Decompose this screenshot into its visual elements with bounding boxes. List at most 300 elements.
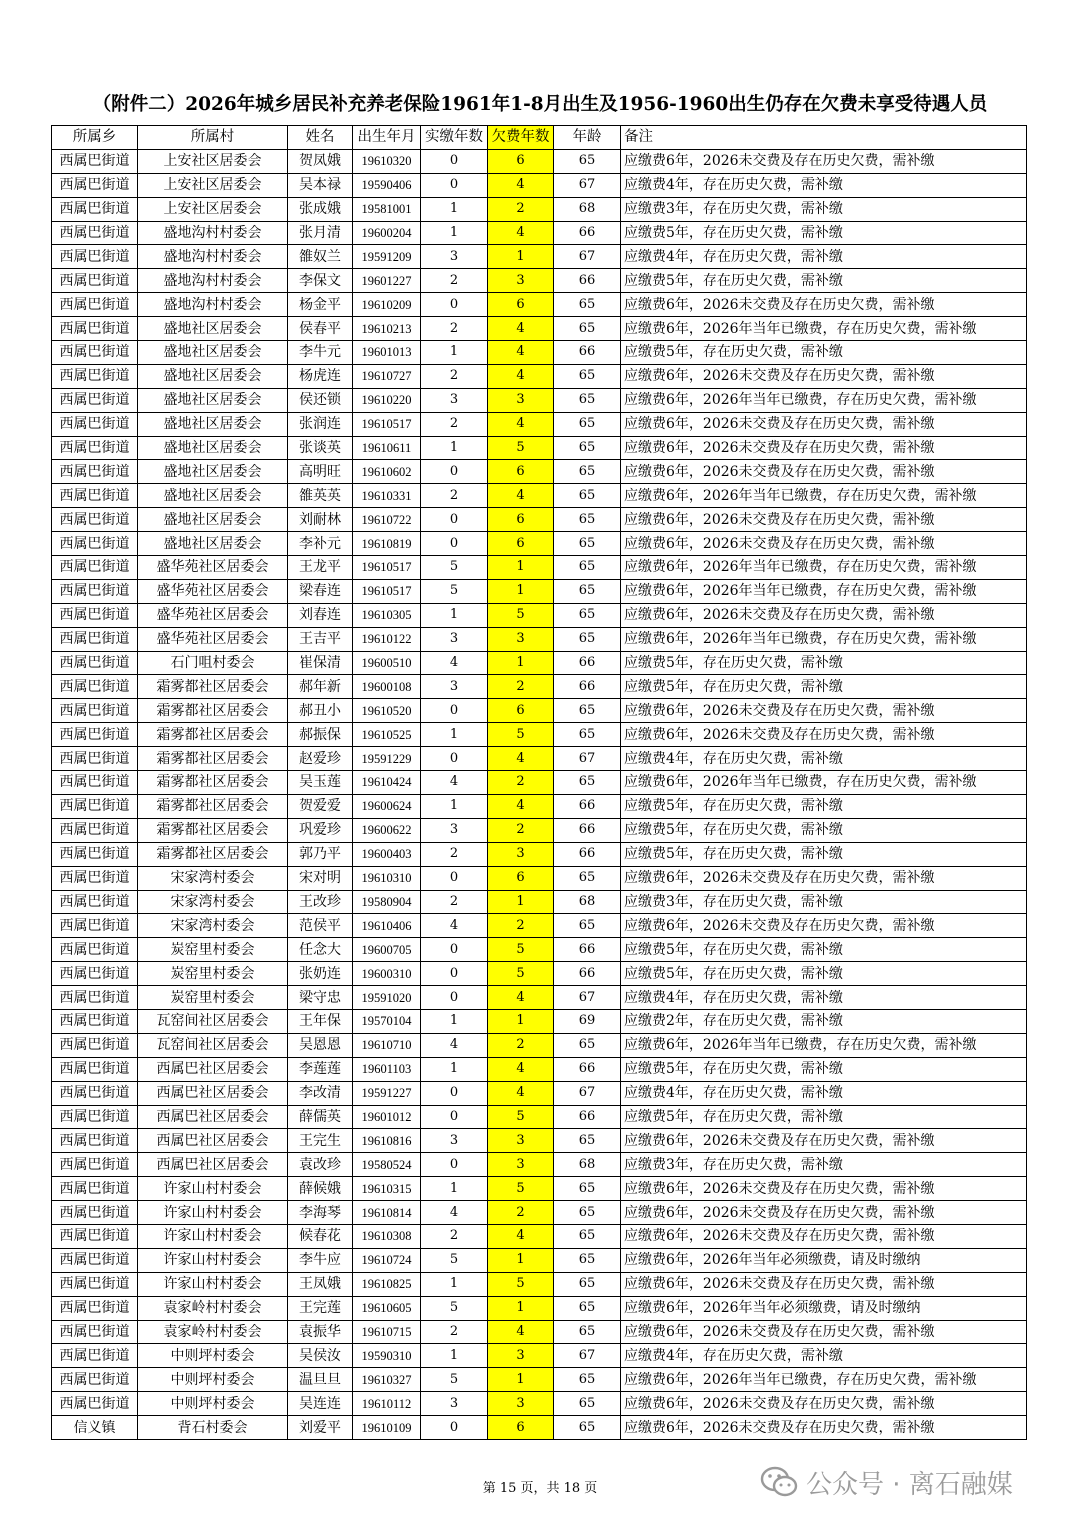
birth-date-cell: 19591229 (353, 747, 421, 771)
township-cell: 西属巴街道 (52, 699, 138, 723)
age-cell: 66 (554, 1105, 621, 1129)
paid-years-cell: 3 (421, 627, 488, 651)
remarks-cell: 应缴费6年，2026未交费及存在历史欠费，需补缴 (621, 914, 1027, 938)
owed-years-cell: 6 (488, 532, 554, 556)
paid-years-cell: 0 (421, 1081, 488, 1105)
table-row (52, 699, 1027, 723)
township-cell: 西属巴街道 (52, 1105, 138, 1129)
remarks-cell: 应缴费6年，2026年当年必须缴费，请及时缴纳 (621, 1248, 1027, 1272)
owed-years-cell: 6 (488, 699, 554, 723)
name-cell: 王吉平 (288, 627, 353, 651)
birth-date-cell: 19610825 (353, 1272, 421, 1296)
township-cell: 西属巴街道 (52, 412, 138, 436)
paid-years-cell: 4 (421, 914, 488, 938)
village-cell: 盛地社区居委会 (138, 412, 288, 436)
birth-date-cell: 19610814 (353, 1201, 421, 1225)
table-row (52, 771, 1027, 795)
township-cell: 西属巴街道 (52, 269, 138, 293)
table-row (52, 914, 1027, 938)
birth-date-cell: 19610220 (353, 388, 421, 412)
birth-date-cell: 19591209 (353, 245, 421, 269)
owed-years-cell: 3 (488, 1392, 554, 1416)
owed-years-cell: 4 (488, 173, 554, 197)
remarks-cell: 应缴费4年，存在历史欠费，需补缴 (621, 986, 1027, 1010)
birth-date-cell: 19610305 (353, 603, 421, 627)
table-row (52, 723, 1027, 747)
table-row (52, 1248, 1027, 1272)
remarks-cell: 应缴费5年，存在历史欠费，需补缴 (621, 1105, 1027, 1129)
name-cell: 任念大 (288, 938, 353, 962)
header-age: 年龄 (554, 126, 621, 150)
table-row (52, 627, 1027, 651)
table-row (52, 1320, 1027, 1344)
age-cell: 66 (554, 341, 621, 365)
age-cell: 65 (554, 1392, 621, 1416)
name-cell: 张月清 (288, 221, 353, 245)
birth-date-cell: 19590406 (353, 173, 421, 197)
name-cell: 郝振保 (288, 723, 353, 747)
remarks-cell: 应缴费6年，2026未交费及存在历史欠费，需补缴 (621, 1224, 1027, 1248)
birth-date-cell: 19610517 (353, 556, 421, 580)
owed-years-cell: 5 (488, 1272, 554, 1296)
name-cell: 吴玉莲 (288, 771, 353, 795)
name-cell: 王年保 (288, 1009, 353, 1033)
remarks-cell: 应缴费5年，存在历史欠费，需补缴 (621, 651, 1027, 675)
township-cell: 西属巴街道 (52, 221, 138, 245)
age-cell: 68 (554, 1153, 621, 1177)
paid-years-cell: 0 (421, 866, 488, 890)
paid-years-cell: 0 (421, 986, 488, 1010)
village-cell: 炭窑里村委会 (138, 938, 288, 962)
age-cell: 67 (554, 747, 621, 771)
paid-years-cell: 1 (421, 341, 488, 365)
township-cell: 西属巴街道 (52, 866, 138, 890)
name-cell: 薛候娥 (288, 1177, 353, 1201)
township-cell: 西属巴街道 (52, 1368, 138, 1392)
remarks-cell: 应缴费5年，存在历史欠费，需补缴 (621, 1057, 1027, 1081)
paid-years-cell: 3 (421, 388, 488, 412)
remarks-cell: 应缴费6年，2026未交费及存在历史欠费，需补缴 (621, 1272, 1027, 1296)
name-cell: 杨金平 (288, 293, 353, 317)
age-cell: 65 (554, 556, 621, 580)
paid-years-cell: 3 (421, 1392, 488, 1416)
table-row (52, 460, 1027, 484)
header-paid-years: 实缴年数 (421, 126, 488, 150)
township-cell: 西属巴街道 (52, 508, 138, 532)
age-cell: 66 (554, 1057, 621, 1081)
township-cell: 西属巴街道 (52, 818, 138, 842)
owed-years-cell: 3 (488, 1344, 554, 1368)
name-cell: 郝丑小 (288, 699, 353, 723)
table-row (52, 388, 1027, 412)
table-row (52, 866, 1027, 890)
birth-date-cell: 19610727 (353, 364, 421, 388)
remarks-cell: 应缴费5年，存在历史欠费，需补缴 (621, 938, 1027, 962)
table-row (52, 1201, 1027, 1225)
age-cell: 65 (554, 1296, 621, 1320)
paid-years-cell: 1 (421, 1057, 488, 1081)
name-cell: 袁振华 (288, 1320, 353, 1344)
birth-date-cell: 19610611 (353, 436, 421, 460)
village-cell: 霜雾都社区居委会 (138, 794, 288, 818)
name-cell: 郭乃平 (288, 842, 353, 866)
owed-years-cell: 3 (488, 269, 554, 293)
name-cell: 刘耐林 (288, 508, 353, 532)
township-cell: 西属巴街道 (52, 460, 138, 484)
header-birth-date: 出生年月 (353, 126, 421, 150)
owed-years-cell: 5 (488, 723, 554, 747)
birth-date-cell: 19610109 (353, 1416, 421, 1440)
village-cell: 上安社区居委会 (138, 173, 288, 197)
remarks-cell: 应缴费6年，2026年当年已缴费，存在历史欠费，需补缴 (621, 388, 1027, 412)
name-cell: 袁改珍 (288, 1153, 353, 1177)
name-cell: 张润连 (288, 412, 353, 436)
remarks-cell: 应缴费2年，存在历史欠费，需补缴 (621, 1009, 1027, 1033)
township-cell: 西属巴街道 (52, 747, 138, 771)
remarks-cell: 应缴费6年，2026未交费及存在历史欠费，需补缴 (621, 149, 1027, 173)
table-row (52, 1296, 1027, 1320)
village-cell: 盛华苑社区居委会 (138, 603, 288, 627)
birth-date-cell: 19600510 (353, 651, 421, 675)
age-cell: 65 (554, 699, 621, 723)
owed-years-cell: 4 (488, 317, 554, 341)
birth-date-cell: 19570104 (353, 1009, 421, 1033)
table-row (52, 1416, 1027, 1440)
village-cell: 盛地社区居委会 (138, 317, 288, 341)
birth-date-cell: 19610320 (353, 149, 421, 173)
table-row (52, 1344, 1027, 1368)
township-cell: 西属巴街道 (52, 341, 138, 365)
township-cell: 西属巴街道 (52, 532, 138, 556)
township-cell: 西属巴街道 (52, 1033, 138, 1057)
birth-date-cell: 19610605 (353, 1296, 421, 1320)
village-cell: 盛地社区居委会 (138, 532, 288, 556)
name-cell: 梁春连 (288, 579, 353, 603)
remarks-cell: 应缴费5年，存在历史欠费，需补缴 (621, 341, 1027, 365)
village-cell: 宋家湾村委会 (138, 890, 288, 914)
age-cell: 66 (554, 842, 621, 866)
birth-date-cell: 19580524 (353, 1153, 421, 1177)
paid-years-cell: 0 (421, 149, 488, 173)
watermark (760, 1460, 1013, 1504)
paid-years-cell: 3 (421, 818, 488, 842)
table-row (52, 364, 1027, 388)
remarks-cell: 应缴费6年，2026年当年已缴费，存在历史欠费，需补缴 (621, 484, 1027, 508)
age-cell: 65 (554, 1129, 621, 1153)
birth-date-cell: 19610715 (353, 1320, 421, 1344)
remarks-cell: 应缴费6年，2026年当年已缴费，存在历史欠费，需补缴 (621, 1368, 1027, 1392)
paid-years-cell: 3 (421, 245, 488, 269)
table-row (52, 1177, 1027, 1201)
village-cell: 霜雾都社区居委会 (138, 771, 288, 795)
paid-years-cell: 0 (421, 699, 488, 723)
owed-years-cell: 3 (488, 1129, 554, 1153)
table-row (52, 412, 1027, 436)
township-cell: 西属巴街道 (52, 986, 138, 1010)
owed-years-cell: 2 (488, 675, 554, 699)
name-cell: 张奶连 (288, 962, 353, 986)
age-cell: 65 (554, 1224, 621, 1248)
table-row (52, 1392, 1027, 1416)
table-row (52, 794, 1027, 818)
age-cell: 65 (554, 149, 621, 173)
village-cell: 炭窑里村委会 (138, 962, 288, 986)
age-cell: 67 (554, 173, 621, 197)
age-cell: 65 (554, 460, 621, 484)
age-cell: 65 (554, 1272, 621, 1296)
owed-years-cell: 1 (488, 245, 554, 269)
name-cell: 崔保清 (288, 651, 353, 675)
remarks-cell: 应缴费5年，存在历史欠费，需补缴 (621, 221, 1027, 245)
owed-years-cell: 1 (488, 651, 554, 675)
village-cell: 宋家湾村委会 (138, 914, 288, 938)
birth-date-cell: 19600204 (353, 221, 421, 245)
remarks-cell: 应缴费5年，存在历史欠费，需补缴 (621, 962, 1027, 986)
paid-years-cell: 5 (421, 556, 488, 580)
birth-date-cell: 19610213 (353, 317, 421, 341)
name-cell: 贺凤娥 (288, 149, 353, 173)
name-cell: 宋对明 (288, 866, 353, 890)
owed-years-cell: 2 (488, 771, 554, 795)
township-cell: 西属巴街道 (52, 484, 138, 508)
township-cell: 西属巴街道 (52, 938, 138, 962)
village-cell: 西属巴社区居委会 (138, 1105, 288, 1129)
age-cell: 68 (554, 197, 621, 221)
name-cell: 吴侯汝 (288, 1344, 353, 1368)
village-cell: 炭窑里村委会 (138, 986, 288, 1010)
remarks-cell: 应缴费6年，2026年当年已缴费，存在历史欠费，需补缴 (621, 627, 1027, 651)
table-row (52, 651, 1027, 675)
birth-date-cell: 19610331 (353, 484, 421, 508)
owed-years-cell: 6 (488, 293, 554, 317)
remarks-cell: 应缴费6年，2026年当年已缴费，存在历史欠费，需补缴 (621, 317, 1027, 341)
name-cell: 王凤娥 (288, 1272, 353, 1296)
village-cell: 瓦窑间社区居委会 (138, 1033, 288, 1057)
village-cell: 西属巴社区居委会 (138, 1129, 288, 1153)
birth-date-cell: 19610602 (353, 460, 421, 484)
name-cell: 张成娥 (288, 197, 353, 221)
remarks-cell: 应缴费3年，存在历史欠费，需补缴 (621, 890, 1027, 914)
remarks-cell: 应缴费5年，存在历史欠费，需补缴 (621, 818, 1027, 842)
remarks-cell: 应缴费6年，2026未交费及存在历史欠费，需补缴 (621, 699, 1027, 723)
remarks-cell: 应缴费5年，存在历史欠费，需补缴 (621, 675, 1027, 699)
paid-years-cell: 3 (421, 675, 488, 699)
table-row (52, 508, 1027, 532)
birth-date-cell: 19610722 (353, 508, 421, 532)
name-cell: 王完生 (288, 1129, 353, 1153)
owed-years-cell: 4 (488, 412, 554, 436)
document-title: （附件二）2026年城乡居民补充养老保险1961年1-8月出生及1956-1960出生仍存在欠费未享受待遇人员 (92, 94, 988, 115)
remarks-cell: 应缴费6年，2026未交费及存在历史欠费，需补缴 (621, 508, 1027, 532)
owed-years-cell: 4 (488, 747, 554, 771)
paid-years-cell: 1 (421, 221, 488, 245)
owed-years-cell: 1 (488, 1009, 554, 1033)
owed-years-cell: 1 (488, 1248, 554, 1272)
remarks-cell: 应缴费4年，存在历史欠费，需补缴 (621, 1081, 1027, 1105)
name-cell: 李牛元 (288, 341, 353, 365)
name-cell: 巩爱珍 (288, 818, 353, 842)
owed-years-cell: 5 (488, 603, 554, 627)
age-cell: 66 (554, 818, 621, 842)
paid-years-cell: 4 (421, 1033, 488, 1057)
owed-years-cell: 4 (488, 484, 554, 508)
remarks-cell: 应缴费6年，2026未交费及存在历史欠费，需补缴 (621, 1392, 1027, 1416)
village-cell: 霜雾都社区居委会 (138, 842, 288, 866)
name-cell: 李莲莲 (288, 1057, 353, 1081)
owed-years-cell: 6 (488, 149, 554, 173)
birth-date-cell: 19591227 (353, 1081, 421, 1105)
village-cell: 西属巴社区居委会 (138, 1057, 288, 1081)
age-cell: 67 (554, 1081, 621, 1105)
village-cell: 中则坪村委会 (138, 1392, 288, 1416)
township-cell: 西属巴街道 (52, 1320, 138, 1344)
watermark-text: 公众号 · 离石融媒 (806, 1469, 1013, 1500)
age-cell: 65 (554, 723, 621, 747)
owed-years-cell: 6 (488, 866, 554, 890)
paid-years-cell: 1 (421, 794, 488, 818)
paid-years-cell: 4 (421, 771, 488, 795)
paid-years-cell: 5 (421, 579, 488, 603)
birth-date-cell: 19610724 (353, 1248, 421, 1272)
township-cell: 西属巴街道 (52, 1057, 138, 1081)
owed-years-cell: 4 (488, 221, 554, 245)
age-cell: 65 (554, 914, 621, 938)
header-remarks: 备注 (621, 126, 1027, 150)
owed-years-cell: 2 (488, 197, 554, 221)
township-cell: 西属巴街道 (52, 197, 138, 221)
paid-years-cell: 0 (421, 1153, 488, 1177)
remarks-cell: 应缴费4年，存在历史欠费，需补缴 (621, 245, 1027, 269)
table-row (52, 1153, 1027, 1177)
paid-years-cell: 2 (421, 1320, 488, 1344)
village-cell: 许家山村村委会 (138, 1177, 288, 1201)
birth-date-cell: 19601013 (353, 341, 421, 365)
owed-years-cell: 1 (488, 556, 554, 580)
birth-date-cell: 19591020 (353, 986, 421, 1010)
owed-years-cell: 2 (488, 914, 554, 938)
owed-years-cell: 5 (488, 1105, 554, 1129)
township-cell: 西属巴街道 (52, 1009, 138, 1033)
age-cell: 65 (554, 532, 621, 556)
village-cell: 西属巴社区居委会 (138, 1153, 288, 1177)
village-cell: 上安社区居委会 (138, 197, 288, 221)
name-cell: 杨虎连 (288, 364, 353, 388)
table-row (52, 221, 1027, 245)
remarks-cell: 应缴费3年，存在历史欠费，需补缴 (621, 1153, 1027, 1177)
table-row (52, 149, 1027, 173)
remarks-cell: 应缴费6年，2026未交费及存在历史欠费，需补缴 (621, 723, 1027, 747)
name-cell: 刘春连 (288, 603, 353, 627)
owed-years-cell: 5 (488, 962, 554, 986)
age-cell: 66 (554, 794, 621, 818)
township-cell: 西属巴街道 (52, 890, 138, 914)
age-cell: 65 (554, 1033, 621, 1057)
owed-years-cell: 3 (488, 1153, 554, 1177)
remarks-cell: 应缴费6年，2026年当年已缴费，存在历史欠费，需补缴 (621, 556, 1027, 580)
name-cell: 李保文 (288, 269, 353, 293)
age-cell: 65 (554, 484, 621, 508)
township-cell: 西属巴街道 (52, 556, 138, 580)
table-row (52, 938, 1027, 962)
name-cell: 吴恩恩 (288, 1033, 353, 1057)
township-cell: 西属巴街道 (52, 1344, 138, 1368)
table-header-row (52, 126, 1027, 150)
name-cell: 王完莲 (288, 1296, 353, 1320)
wechat-icon (760, 1465, 798, 1499)
remarks-cell: 应缴费6年，2026年当年已缴费，存在历史欠费，需补缴 (621, 771, 1027, 795)
remarks-cell: 应缴费6年，2026未交费及存在历史欠费，需补缴 (621, 436, 1027, 460)
remarks-cell: 应缴费6年，2026未交费及存在历史欠费，需补缴 (621, 460, 1027, 484)
paid-years-cell: 1 (421, 436, 488, 460)
age-cell: 65 (554, 1201, 621, 1225)
village-cell: 盛地沟村村委会 (138, 293, 288, 317)
paid-years-cell: 0 (421, 532, 488, 556)
village-cell: 袁家岭村村委会 (138, 1296, 288, 1320)
paid-years-cell: 1 (421, 1272, 488, 1296)
birth-date-cell: 19610327 (353, 1368, 421, 1392)
birth-date-cell: 19600310 (353, 962, 421, 986)
name-cell: 范侯平 (288, 914, 353, 938)
paid-years-cell: 1 (421, 1344, 488, 1368)
township-cell: 西属巴街道 (52, 579, 138, 603)
name-cell: 雒奴兰 (288, 245, 353, 269)
birth-date-cell: 19610424 (353, 771, 421, 795)
birth-date-cell: 19610112 (353, 1392, 421, 1416)
name-cell: 郝年新 (288, 675, 353, 699)
birth-date-cell: 19610819 (353, 532, 421, 556)
birth-date-cell: 19610406 (353, 914, 421, 938)
township-cell: 西属巴街道 (52, 364, 138, 388)
paid-years-cell: 2 (421, 1224, 488, 1248)
paid-years-cell: 0 (421, 962, 488, 986)
birth-date-cell: 19610710 (353, 1033, 421, 1057)
owed-years-cell: 1 (488, 890, 554, 914)
paid-years-cell: 0 (421, 1105, 488, 1129)
age-cell: 67 (554, 1344, 621, 1368)
birth-date-cell: 19610816 (353, 1129, 421, 1153)
township-cell: 西属巴街道 (52, 1248, 138, 1272)
age-cell: 66 (554, 651, 621, 675)
age-cell: 67 (554, 245, 621, 269)
village-cell: 盛地社区居委会 (138, 484, 288, 508)
township-cell: 西属巴街道 (52, 173, 138, 197)
village-cell: 上安社区居委会 (138, 149, 288, 173)
remarks-cell: 应缴费6年，2026未交费及存在历史欠费，需补缴 (621, 1320, 1027, 1344)
table-row (52, 1129, 1027, 1153)
table-row (52, 1057, 1027, 1081)
name-cell: 李改清 (288, 1081, 353, 1105)
paid-years-cell: 2 (421, 412, 488, 436)
age-cell: 65 (554, 1248, 621, 1272)
age-cell: 65 (554, 579, 621, 603)
table-row (52, 436, 1027, 460)
township-cell: 西属巴街道 (52, 627, 138, 651)
village-cell: 盛地社区居委会 (138, 341, 288, 365)
name-cell: 李海琴 (288, 1201, 353, 1225)
paid-years-cell: 4 (421, 1201, 488, 1225)
paid-years-cell: 0 (421, 1416, 488, 1440)
village-cell: 盛地沟村村委会 (138, 221, 288, 245)
township-cell: 西属巴街道 (52, 149, 138, 173)
owed-years-cell: 4 (488, 1320, 554, 1344)
name-cell: 侯还锁 (288, 388, 353, 412)
header-township: 所属乡 (52, 126, 138, 150)
owed-years-cell: 3 (488, 627, 554, 651)
village-cell: 西属巴社区居委会 (138, 1081, 288, 1105)
table-row (52, 842, 1027, 866)
paid-years-cell: 1 (421, 1177, 488, 1201)
paid-years-cell: 0 (421, 460, 488, 484)
